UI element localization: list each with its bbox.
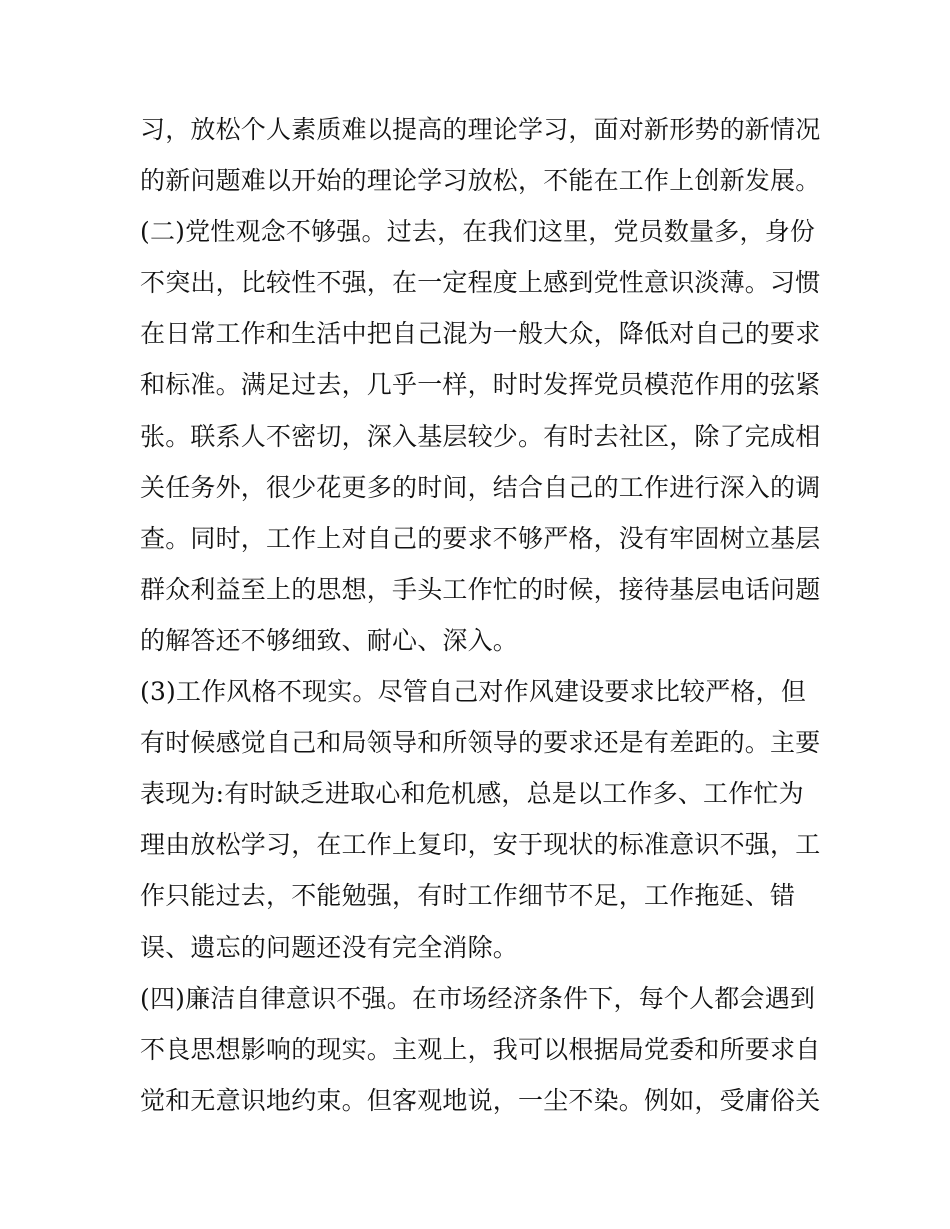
text-line: 和标准。满足过去，几乎一样，时时发挥党员模范作用的弦紧	[140, 370, 821, 400]
text-line: 有时候感觉自己和局领导和所领导的要求还是有差距的。主要	[140, 728, 821, 758]
text-line: 的解答还不够细致、耐心、深入。	[140, 625, 519, 655]
text-line: 不良思想影响的现实。主观上，我可以根据局党委和所要求自	[140, 1034, 821, 1064]
text-line: 觉和无意识地约束。但客观地说，一尘不染。例如，受庸俗关	[140, 1085, 821, 1115]
text-line: 理由放松学习，在工作上复印，安于现状的标准意识不强，工	[140, 830, 821, 860]
text-line: (3)工作风格不现实。尽管自己对作风建设要求比较严格，但	[140, 677, 807, 707]
document-body	[140, 104, 820, 1126]
text-line: 误、遗忘的问题还没有完全消除。	[140, 932, 519, 962]
text-line: 作只能过去，不能勉强，有时工作细节不足，工作拖延、错	[140, 881, 796, 911]
text-line: 不突出，比较性不强，在一定程度上感到党性意识淡薄。习惯	[140, 268, 821, 298]
text-line: (二)党性观念不够强。过去，在我们这里，党员数量多，身份	[140, 217, 816, 247]
text-line: 表现为:有时缺乏进取心和危机感，总是以工作多、工作忙为	[140, 779, 804, 809]
text-line: 张。联系人不密切，深入基层较少。有时去社区，除了完成相	[140, 421, 821, 451]
text-line: 习，放松个人素质难以提高的理论学习，面对新形势的新情况	[140, 115, 821, 144]
text-line: 关任务外，很少花更多的时间，结合自己的工作进行深入的调	[140, 472, 821, 502]
text-line: 的新问题难以开始的理论学习放松，不能在工作上创新发展。	[140, 166, 821, 196]
text-line: 群众利益至上的思想，手头工作忙的时候，接待基层电话问题	[140, 574, 821, 604]
text-line: (四)廉洁自律意识不强。在市场经济条件下，每个人都会遇到	[140, 983, 816, 1013]
text-line: 查。同时，工作上对自己的要求不够严格，没有牢固树立基层	[140, 523, 821, 553]
text-line: 在日常工作和生活中把自己混为一般大众，降低对自己的要求	[140, 319, 821, 349]
